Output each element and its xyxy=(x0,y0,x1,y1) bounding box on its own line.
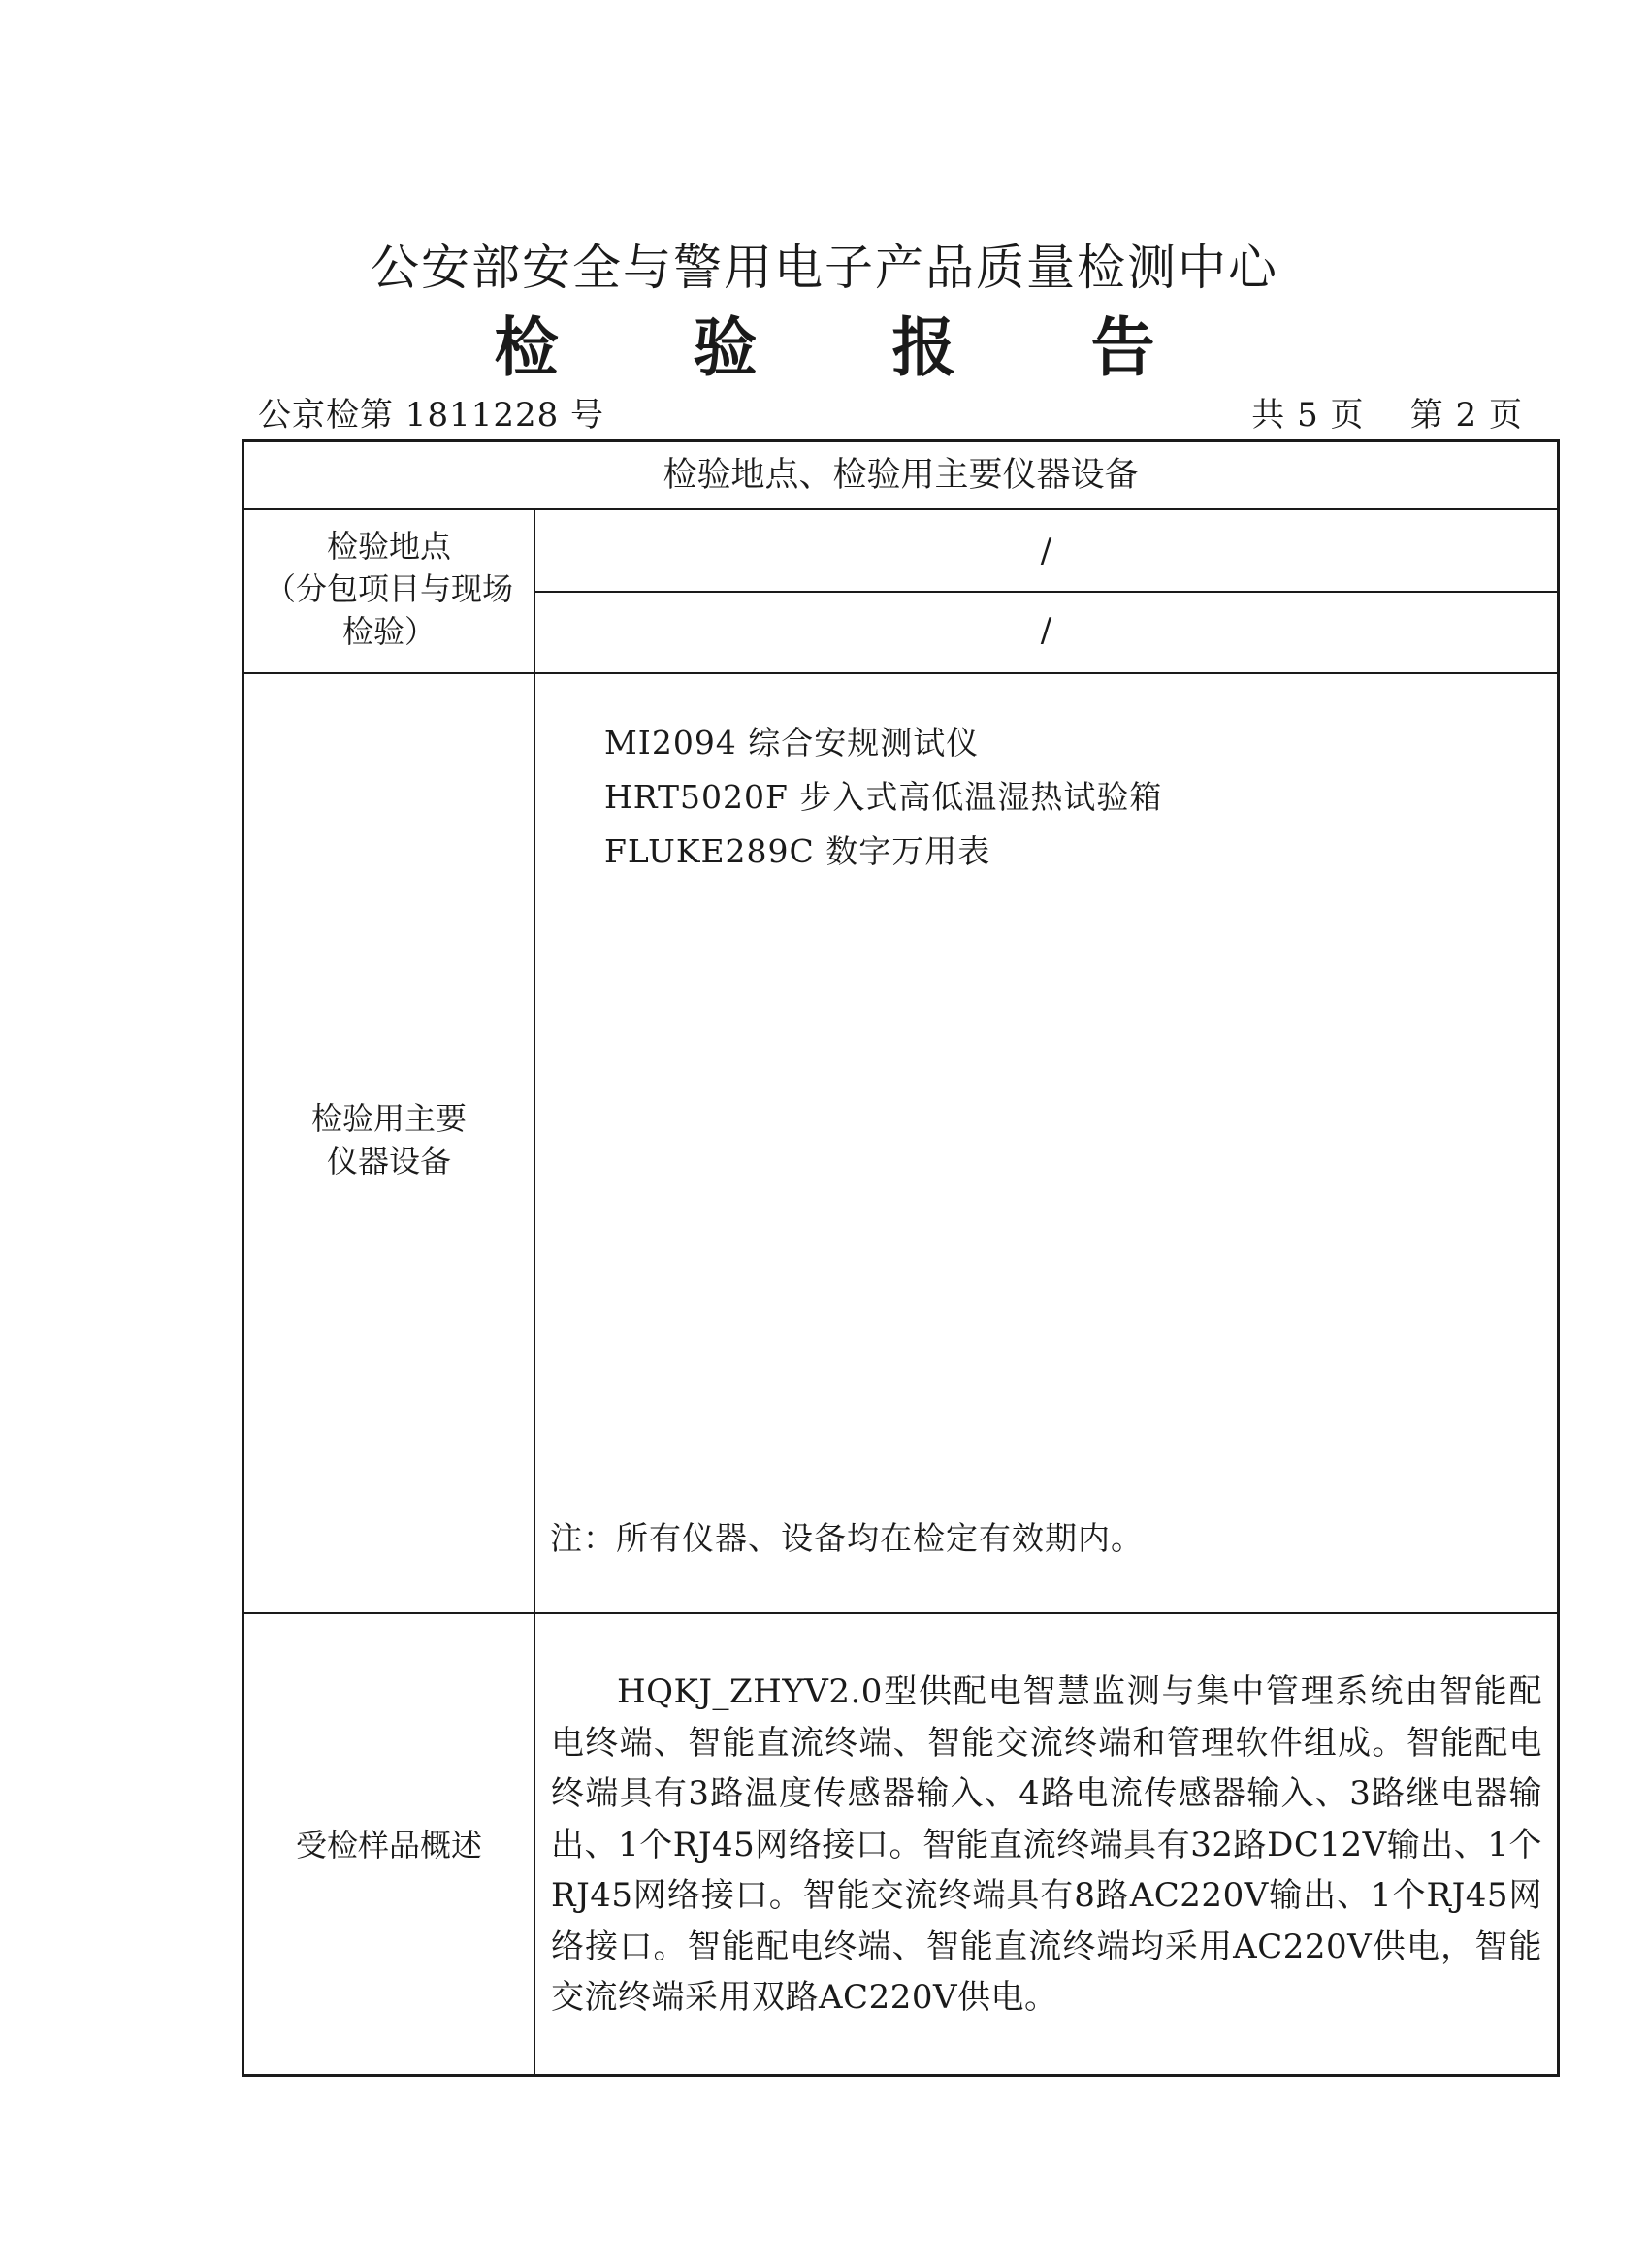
table-rule-location-split xyxy=(535,591,1557,593)
sample-label: 受检样品概述 xyxy=(295,1827,482,1863)
equipment-item: FLUKE289C 数字万用表 xyxy=(604,832,991,870)
location-label xyxy=(244,525,534,653)
page-info: 共 5 页 第 2 页 xyxy=(1251,396,1523,435)
equipment-list xyxy=(604,716,1162,879)
table-rule-location xyxy=(244,672,1557,674)
report-title: 检 验 报 告 xyxy=(494,309,1212,385)
location-value-2: / xyxy=(1040,611,1052,650)
equipment-label-line2: 仪器设备 xyxy=(326,1143,451,1180)
equipment-note: 注：所有仪器、设备均在检定有效期内。 xyxy=(550,1519,1144,1557)
location-label-line3: 检验） xyxy=(341,613,436,650)
organization-title: 公安部安全与警用电子产品质量检测中心 xyxy=(371,240,1278,296)
table-rule-equipment xyxy=(244,1612,1557,1614)
table-column-divider xyxy=(534,508,535,2074)
location-value-1: / xyxy=(1040,532,1052,570)
equipment-label xyxy=(244,1097,534,1183)
report-number: 公京检第 1811228 号 xyxy=(258,396,605,435)
equipment-label-line1: 检验用主要 xyxy=(310,1100,467,1137)
section-title: 检验地点、检验用主要仪器设备 xyxy=(663,456,1139,495)
equipment-item: MI2094 综合安规测试仪 xyxy=(604,724,980,761)
sample-description: HQKJ_ZHYV2.0型供配电智慧监测与集中管理系统由智能配电终端、智能直流终端、智能交流终端和管理软件组成。智能配电终端具有3路温度传感器输入、4路电流传感器输入、3路继电器输出、1个RJ45网络接口。智能直流终端具有32路DC12V输出、1个RJ45网络接口。智能交流终端具有8路AC220V输出、1个RJ45网络接口。智能配电终端、智能直流终端均采用AC220V供电，智能交流终端采用双路AC220V供电。 xyxy=(551,1672,1542,2017)
table-rule-title xyxy=(244,508,1557,510)
location-label-line1: 检验地点 xyxy=(326,528,451,565)
equipment-item: HRT5020F 步入式高低温湿热试验箱 xyxy=(604,778,1163,816)
location-label-line2: （分包项目与现场 xyxy=(264,570,513,607)
